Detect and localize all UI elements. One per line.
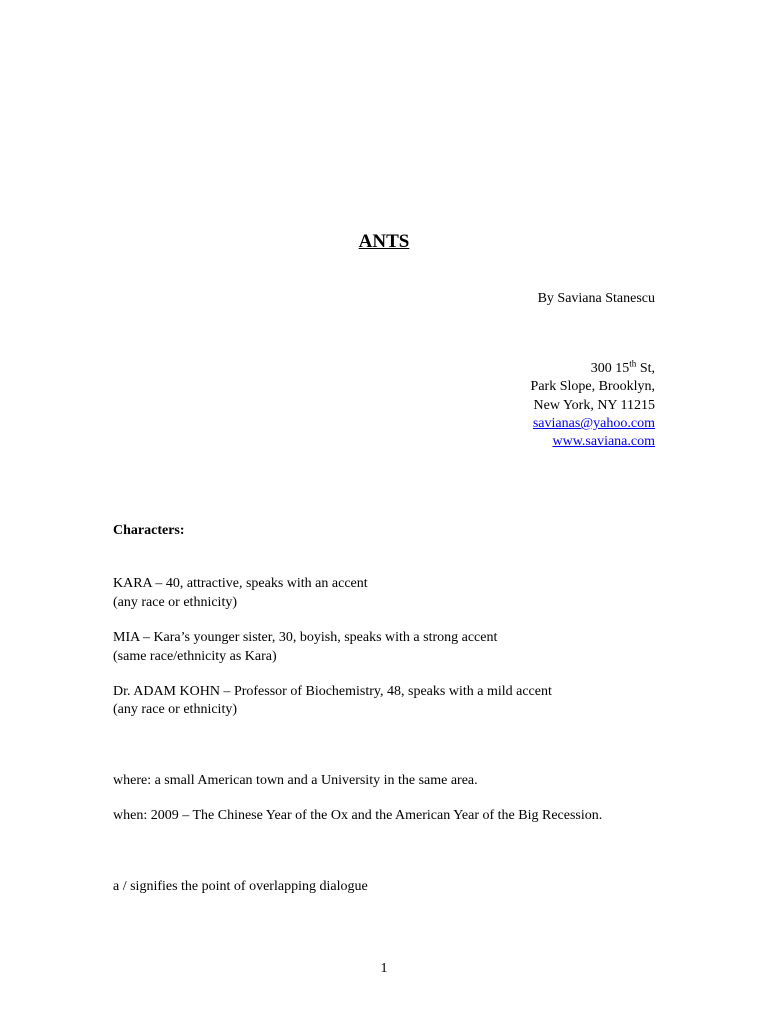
address-line-neighborhood: Park Slope, Brooklyn, [530,379,655,394]
page-number: 1 [380,961,388,976]
character-adam-description: Dr. ADAM KOHN – Professor of Biochemistry, 48, speaks with a mild accent [113,684,552,699]
author-byline: By Saviana Stanescu [537,291,655,306]
character-kara-note: (any race or ethnicity) [113,595,237,610]
character-adam-note: (any race or ethnicity) [113,702,237,717]
address-street-number: 300 15 [590,361,630,376]
website-link[interactable]: www.saviana.com [552,434,655,449]
address-street-name: St, [636,361,655,376]
address-line-street [591,360,655,378]
overlap-note: a / signifies the point of overlapping dialogue [113,879,368,894]
play-title: ANTS [358,231,410,252]
address-ordinal-suffix: th [629,358,637,369]
characters-heading: Characters: [113,523,185,538]
email-link[interactable]: savianas@yahoo.com [532,416,655,431]
address-line-city: New York, NY 11215 [533,398,655,413]
setting-where: where: a small American town and a University in the same area. [113,773,478,788]
character-mia-description: MIA – Kara’s younger sister, 30, boyish, speaks with a strong accent [113,630,498,645]
setting-when: when: 2009 – The Chinese Year of the Ox and the American Year of the Big Recession. [113,808,603,823]
character-kara-description: KARA – 40, attractive, speaks with an accent [113,576,368,591]
character-mia-note: (same race/ethnicity as Kara) [113,649,277,664]
